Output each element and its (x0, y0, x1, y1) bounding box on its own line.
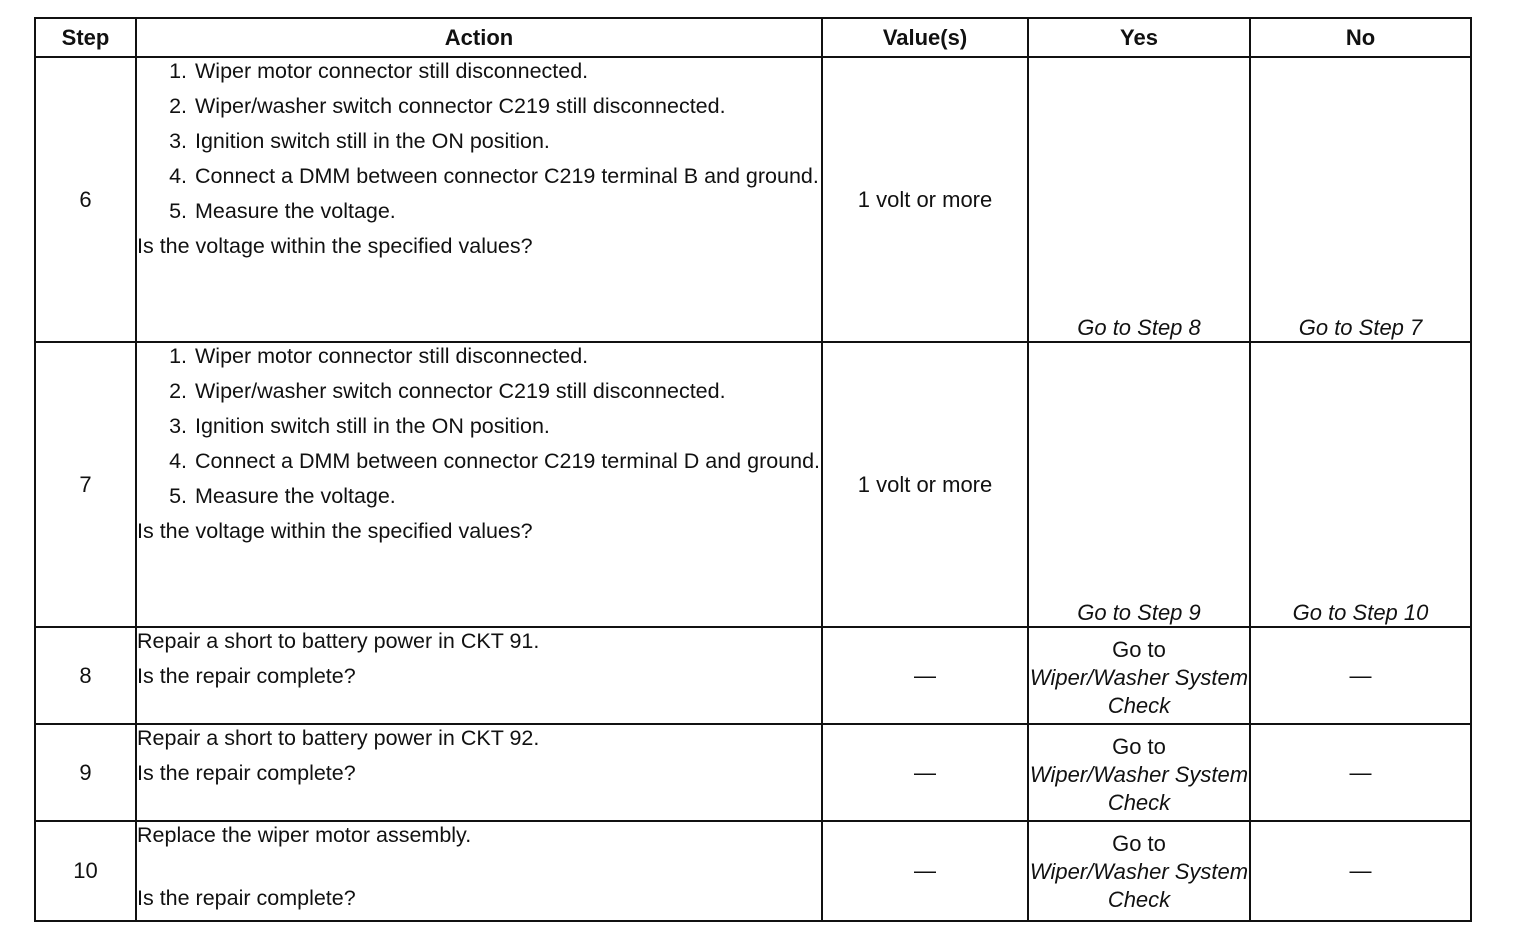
question-text: Is the repair complete? (137, 886, 356, 910)
question-text: Is the voltage within the specified values? (137, 234, 533, 258)
action-text: Replace the wiper motor assembly. (137, 823, 472, 847)
procedure-item: 5. Measure the voltage. (193, 483, 821, 510)
diagnostic-table (34, 17, 1472, 922)
procedure-list (137, 343, 821, 510)
procedure-list (137, 58, 821, 225)
step-number: 6 (35, 57, 136, 342)
header-action: Action (136, 18, 822, 57)
step-number: 8 (35, 627, 136, 724)
step-number: 10 (35, 821, 136, 921)
step-number: 9 (35, 724, 136, 821)
value-cell: — (822, 724, 1028, 821)
question-text: Is the voltage within the specified values? (137, 519, 533, 543)
no-link[interactable]: Go to Step 10 (1250, 342, 1471, 627)
yes-cell (1028, 627, 1250, 724)
action-cell (136, 724, 822, 821)
procedure-item: 4. Connect a DMM between connector C219 terminal B and ground. (193, 163, 821, 190)
action-cell (136, 821, 822, 921)
header-no: No (1250, 18, 1471, 57)
value-cell: 1 volt or more (822, 57, 1028, 342)
yes-cell (1028, 821, 1250, 921)
procedure-item: 3. Ignition switch still in the ON position. (193, 413, 821, 440)
question-text: Is the repair complete? (137, 664, 356, 688)
yes-link[interactable] (1029, 725, 1249, 817)
no-cell: — (1250, 821, 1471, 921)
yes-cell (1028, 724, 1250, 821)
question-text: Is the repair complete? (137, 761, 356, 785)
action-text: Repair a short to battery power in CKT 91. (137, 629, 540, 653)
value-cell: — (822, 821, 1028, 921)
goto-target: Wiper/Washer System Check (1029, 859, 1249, 912)
yes-link[interactable] (1029, 822, 1249, 914)
action-cell (136, 627, 822, 724)
header-values: Value(s) (822, 18, 1028, 57)
no-cell: — (1250, 724, 1471, 821)
procedure-item: 2. Wiper/washer switch connector C219 still disconnected. (193, 378, 821, 405)
procedure-item: 5. Measure the voltage. (193, 198, 821, 225)
action-text: Repair a short to battery power in CKT 92. (137, 726, 540, 750)
goto-target: Wiper/Washer System Check (1029, 665, 1249, 718)
header-yes: Yes (1028, 18, 1250, 57)
procedure-item: 1. Wiper motor connector still disconnected. (193, 58, 821, 85)
goto-target: Wiper/Washer System Check (1029, 762, 1249, 815)
no-link[interactable]: Go to Step 7 (1250, 57, 1471, 342)
procedure-item: 2. Wiper/washer switch connector C219 still disconnected. (193, 93, 821, 120)
action-cell (136, 342, 822, 627)
table-row (35, 342, 1471, 627)
yes-link[interactable] (1029, 628, 1249, 720)
goto-prefix: Go to (1112, 734, 1166, 759)
table-row (35, 821, 1471, 921)
table-row (35, 724, 1471, 821)
goto-prefix: Go to (1112, 831, 1166, 856)
action-cell (136, 57, 822, 342)
table-row (35, 627, 1471, 724)
goto-prefix: Go to (1112, 637, 1166, 662)
value-cell: 1 volt or more (822, 342, 1028, 627)
header-step: Step (35, 18, 136, 57)
procedure-item: 1. Wiper motor connector still disconnected. (193, 343, 821, 370)
procedure-item: 3. Ignition switch still in the ON position. (193, 128, 821, 155)
value-cell: — (822, 627, 1028, 724)
table-row (35, 57, 1471, 342)
table-header-row (35, 18, 1471, 57)
yes-link[interactable]: Go to Step 9 (1028, 342, 1250, 627)
yes-link[interactable]: Go to Step 8 (1028, 57, 1250, 342)
no-cell: — (1250, 627, 1471, 724)
procedure-item: 4. Connect a DMM between connector C219 terminal D and ground. (193, 448, 821, 475)
step-number: 7 (35, 342, 136, 627)
